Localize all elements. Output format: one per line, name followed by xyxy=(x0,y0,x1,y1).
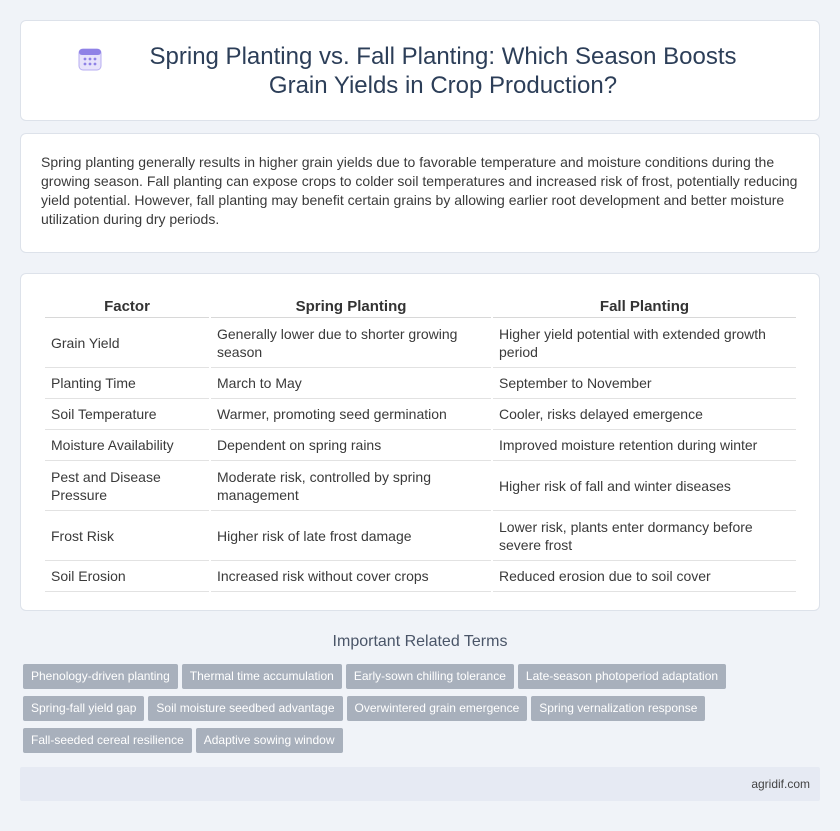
factor-cell: Pest and Disease Pressure xyxy=(45,461,209,511)
table-row xyxy=(45,368,796,399)
fall-cell: September to November xyxy=(493,368,796,399)
page-title: Spring Planting vs. Fall Planting: Which Season Boosts Grain Yields in Crop Production? xyxy=(149,42,737,99)
spring-cell: Moderate risk, controlled by spring management xyxy=(211,461,491,511)
footer-site[interactable]: agridif.com xyxy=(751,777,810,791)
related-tag[interactable]: Fall-seeded cereal resilience xyxy=(23,728,192,753)
fall-cell: Reduced erosion due to soil cover xyxy=(493,561,796,592)
related-terms-tags xyxy=(23,664,823,760)
related-tag[interactable]: Thermal time accumulation xyxy=(182,664,342,689)
related-tag[interactable]: Soil moisture seedbed advantage xyxy=(148,696,342,721)
table-row xyxy=(45,399,796,430)
factor-cell: Frost Risk xyxy=(45,511,209,561)
table-header-row xyxy=(45,296,796,318)
factor-cell: Planting Time xyxy=(45,368,209,399)
spring-cell: Higher risk of late frost damage xyxy=(211,511,491,561)
table-row xyxy=(45,461,796,511)
related-tag[interactable]: Spring-fall yield gap xyxy=(23,696,144,721)
related-tag[interactable]: Late-season photoperiod adaptation xyxy=(518,664,726,689)
intro-card xyxy=(20,133,820,253)
title-card xyxy=(20,20,820,121)
footer xyxy=(20,767,820,801)
spring-cell: March to May xyxy=(211,368,491,399)
intro-text: Spring planting generally results in higher grain yields due to favorable temperature and moisture conditions during the growing season. Fall planting can expose crops to colder soil temperatures and increased risk of frost, potentially reducing yield potential. However, fall planting may benefit certain grains by allowing earlier root development and better moisture utilization during dry periods. xyxy=(41,154,798,227)
table-row xyxy=(45,430,796,461)
table-row xyxy=(45,318,796,368)
spring-cell: Dependent on spring rains xyxy=(211,430,491,461)
spring-cell: Increased risk without cover crops xyxy=(211,561,491,592)
comparison-table-card xyxy=(20,273,820,611)
header-factor: Factor xyxy=(45,296,209,318)
fall-cell: Improved moisture retention during winter xyxy=(493,430,796,461)
factor-cell: Grain Yield xyxy=(45,318,209,368)
fall-cell: Lower risk, plants enter dormancy before severe frost xyxy=(493,511,796,561)
title-wrap xyxy=(77,42,763,100)
factor-cell: Moisture Availability xyxy=(45,430,209,461)
header-fall: Fall Planting xyxy=(493,296,796,318)
table-row xyxy=(45,511,796,561)
fall-cell: Higher yield potential with extended growth period xyxy=(493,318,796,368)
calendar-icon xyxy=(77,46,103,72)
header-spring: Spring Planting xyxy=(211,296,491,318)
fall-cell: Cooler, risks delayed emergence xyxy=(493,399,796,430)
spring-cell: Generally lower due to shorter growing season xyxy=(211,318,491,368)
related-terms-title: Important Related Terms xyxy=(332,633,508,650)
related-tag[interactable]: Early-sown chilling tolerance xyxy=(346,664,514,689)
table-row xyxy=(45,561,796,592)
factor-cell: Soil Temperature xyxy=(45,399,209,430)
comparison-table xyxy=(43,296,798,592)
related-tag[interactable]: Spring vernalization response xyxy=(531,696,705,721)
related-tag[interactable]: Adaptive sowing window xyxy=(196,728,343,753)
fall-cell: Higher risk of fall and winter diseases xyxy=(493,461,796,511)
spring-cell: Warmer, promoting seed germination xyxy=(211,399,491,430)
factor-cell: Soil Erosion xyxy=(45,561,209,592)
related-tag[interactable]: Phenology-driven planting xyxy=(23,664,178,689)
related-tag[interactable]: Overwintered grain emergence xyxy=(347,696,528,721)
